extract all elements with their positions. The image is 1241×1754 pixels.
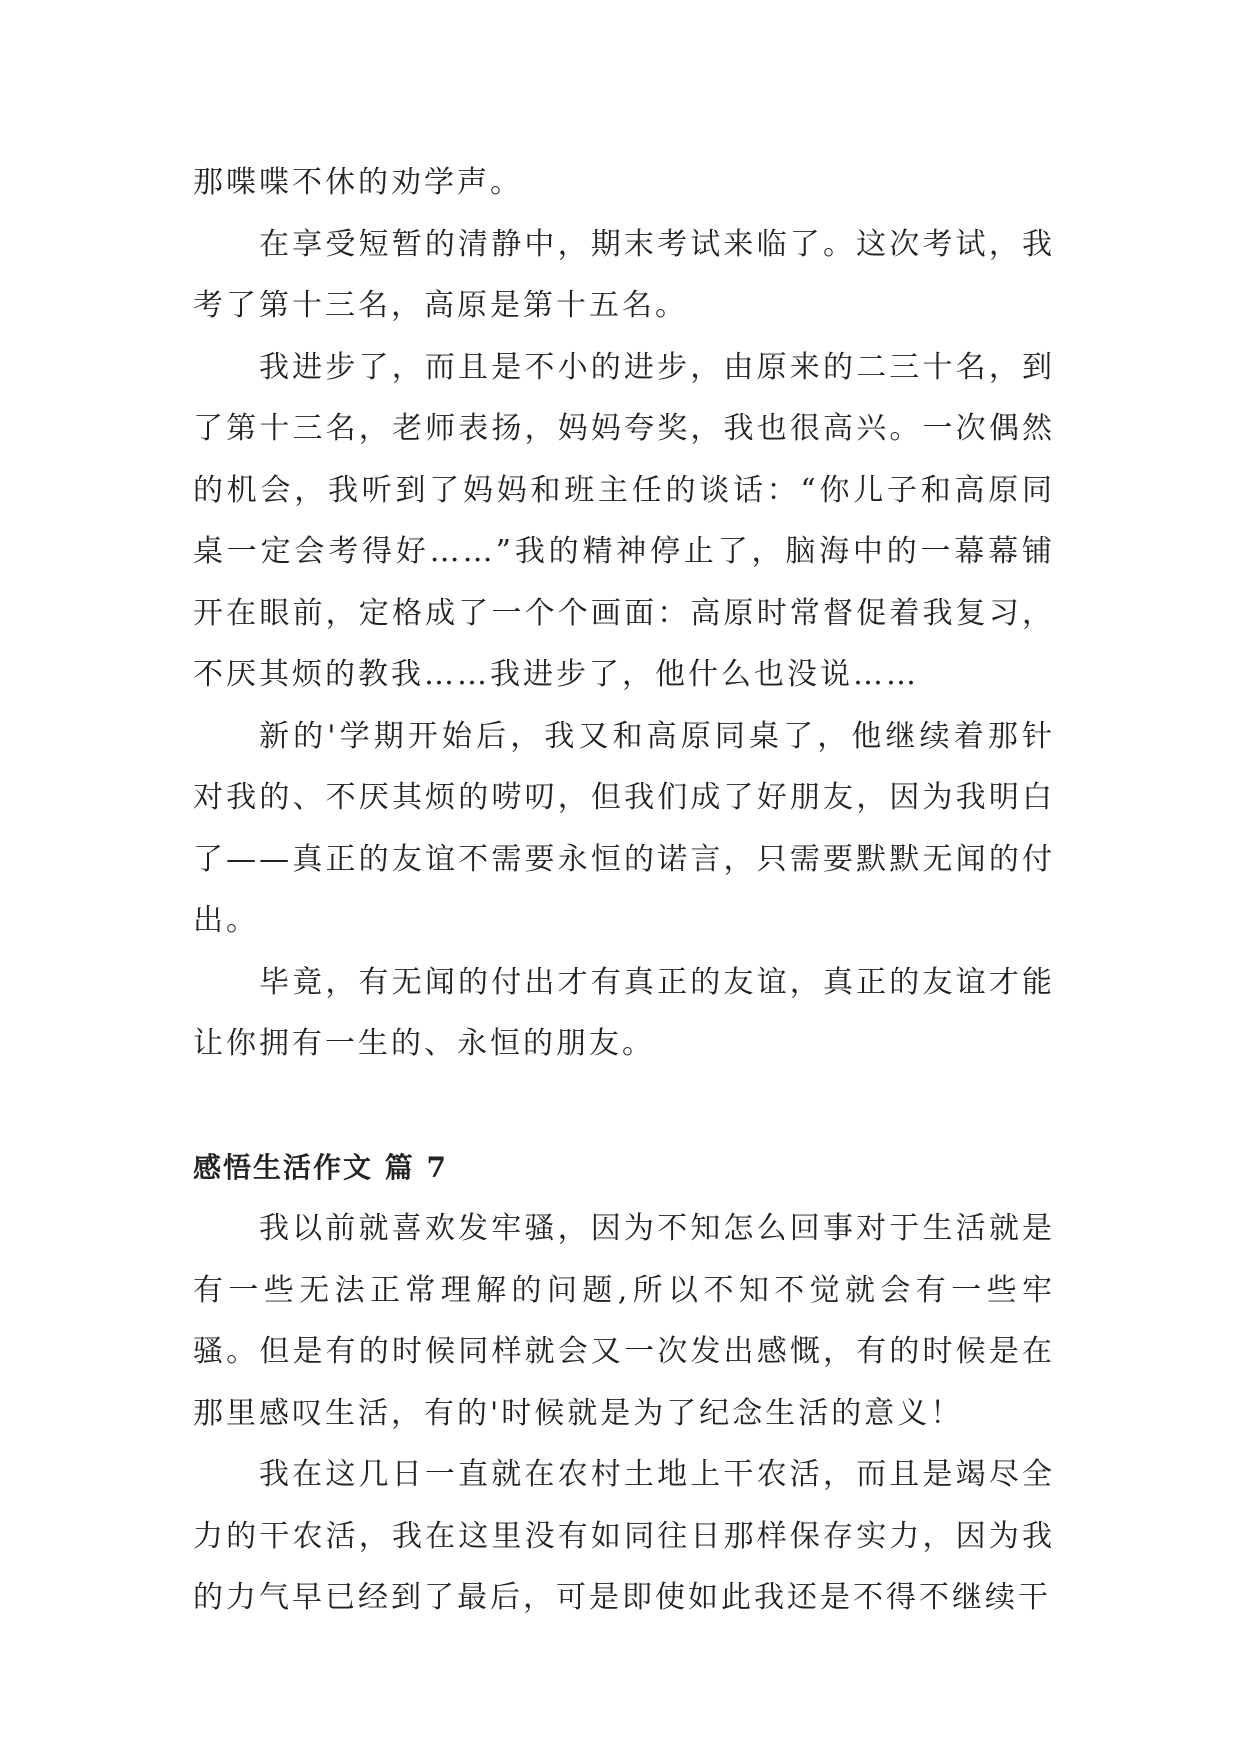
section-heading: 感悟生活作文 篇 7 — [193, 1150, 448, 1184]
paragraph: 我在这几日一直就在农村土地上干农活，而且是竭尽全力的干农活，我在这里没有如同往日那样保存实力，因为我的力气早已经到了最后，可是即使如此我还是不得不继续干 — [193, 1457, 1055, 1615]
paragraph: 毕竟，有无闻的付出才有真正的友谊，真正的友谊才能让你拥有一生的、永恒的朋友。 — [193, 964, 1055, 1061]
paragraph: 我以前就喜欢发牢骚，因为不知怎么回事对于生活就是有一些无法正常理解的问题,所以不知不觉就会有一些牢骚。但是有的时候同样就会又一次发出感慨，有的时候是在那里感叹生活，有的'时候就是为了纪念生活的意义！ — [193, 1211, 1055, 1431]
paragraph: 在享受短暂的清静中，期末考试来临了。这次考试，我考了第十三名，高原是第十五名。 — [193, 226, 1055, 323]
document-body — [193, 152, 1055, 1629]
paragraph: 新的'学期开始后，我又和高原同桌了，他继续着那针对我的、不厌其烦的唠叨，但我们成了好朋友，因为我明白了——真正的友谊不需要永恒的诺言，只需要默默无闻的付出。 — [193, 718, 1055, 938]
paragraph: 那喋喋不休的劝学声。 — [193, 165, 523, 200]
paragraph: 我进步了，而且是不小的进步，由原来的二三十名，到了第十三名，老师表扬，妈妈夸奖，我也很高兴。一次偶然的机会，我听到了妈妈和班主任的谈话：“你儿子和高原同桌一定会考得好……”我的精神停止了，脑海中的一幕幕铺开在眼前，定格成了一个个画面：高原时常督促着我复习，不厌其烦的教我……我进步了，他什么也没说…… — [193, 349, 1055, 692]
